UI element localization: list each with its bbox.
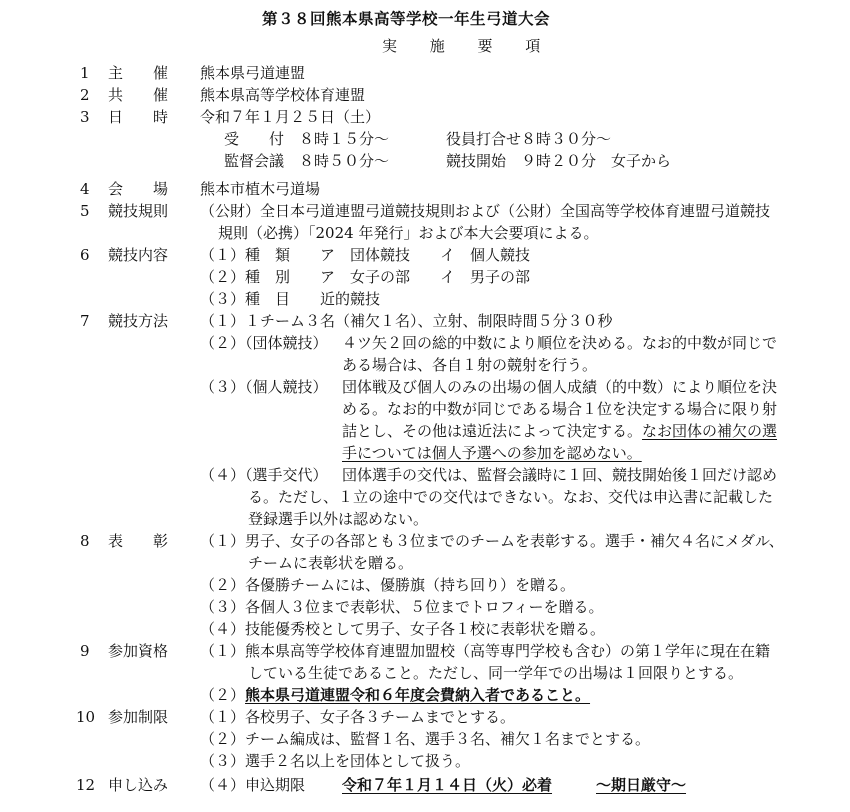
document-subtitle: 実 施 要 項 <box>382 37 555 55</box>
section-10-label: 参加制限 <box>108 708 169 726</box>
eligibility-item-2-number: （２） <box>200 686 246 704</box>
section-7-number: 7 <box>80 312 90 330</box>
deadline-strict-note: 〜期日厳守〜 <box>596 776 687 794</box>
method-item-2-heading: （２）（団体競技） <box>200 334 328 352</box>
event-date: 令和７年１月２５日（土） <box>200 108 381 126</box>
award-item-3: （３）各個人３位まで表彰状、５位までトロフィーを贈る。 <box>200 598 604 616</box>
section-12-label: 申し込み <box>108 776 169 794</box>
section-1-label: 主 催 <box>108 64 169 82</box>
section-6-label: 競技内容 <box>108 246 169 264</box>
section-1-organizer: 熊本県弓道連盟 <box>200 64 306 82</box>
method-item-4-heading: （４）（選手交代） <box>200 466 328 484</box>
venue: 熊本市植木弓道場 <box>200 180 321 198</box>
method-item-4-line-1: 団体選手の交代は、監督会議時に１回、競技開始後１回だけ認め <box>342 466 778 484</box>
membership-fee-requirement: 熊本県弓道連盟令和６年度会費納入者であること。 <box>245 686 591 704</box>
application-item-4-heading: （４）申込期限 <box>200 776 306 794</box>
award-item-1: （１）男子、女子の各部とも３位までのチームを表彰する。選手・補欠４名にメダル、 <box>200 532 784 550</box>
section-4-number: 4 <box>80 180 90 198</box>
section-12-number: 12 <box>76 776 96 794</box>
award-item-4: （４）技能優秀校として男子、女子各１校に表彰状を贈る。 <box>200 620 606 638</box>
award-item-1-cont: チームに表彰状を贈る。 <box>248 554 414 572</box>
managers-meeting-time: 監督会議 ８時５０分〜 <box>224 152 390 170</box>
section-1-number: 1 <box>80 64 90 82</box>
limit-item-1: （１）各校男子、女子各３チームまでとする。 <box>200 708 516 726</box>
section-9-label: 参加資格 <box>108 642 169 660</box>
reserve-player-note-end: 手については個人予選への参加を認めない。 <box>342 444 642 462</box>
method-item-4-line-3: 登録選手以外は認めない。 <box>248 510 429 528</box>
rules-line-2: 規則（必携）「2024 年発行」および本大会要項による。 <box>218 224 599 242</box>
award-item-2: （２）各優勝チームには、優勝旗（持ち回り）を贈る。 <box>200 576 576 594</box>
eligibility-item-2 <box>200 686 590 704</box>
section-8-number: 8 <box>80 532 90 550</box>
section-8-label: 表 彰 <box>108 532 169 550</box>
reserve-player-note-start: なお団体の補欠の選 <box>642 422 778 440</box>
limit-item-2: （２）チーム編成は、監督１名、選手３名、補欠１名までとする。 <box>200 730 651 748</box>
content-event: （３）種 目 近的競技 <box>200 290 381 308</box>
document-title: 第３８回熊本県高等学校一年生弓道大会 <box>262 9 551 28</box>
limit-item-3: （３）選手２名以上を団体として扱う。 <box>200 752 471 770</box>
rules-line-1: （公財）全日本弓道連盟弓道競技規則および（公財）全国高等学校体育連盟弓道競技 <box>200 202 771 220</box>
section-3-number: 3 <box>80 108 90 126</box>
section-10-number: 10 <box>76 708 96 726</box>
section-7-label: 競技方法 <box>108 312 169 330</box>
section-6-number: 6 <box>80 246 90 264</box>
method-item-4-line-2: る。ただし、１立の途中での交代はできない。なお、交代は申込書に記載した <box>248 488 774 506</box>
officials-meeting-time: 役員打合せ８時３０分〜 <box>446 130 612 148</box>
method-item-3-line-2: める。なお的中数が同じである場合１位を決定する場合に限り射 <box>342 400 778 418</box>
method-item-2-line-2: ある場合は、各自１射の競射を行う。 <box>342 356 598 374</box>
competition-start-time: 競技開始 ９時２０分 女子から <box>446 152 672 170</box>
section-9-number: 9 <box>80 642 90 660</box>
content-type: （１）種 類 ア 団体競技 イ 個人競技 <box>200 246 531 264</box>
section-2-number: 2 <box>80 86 90 104</box>
method-item-3-line-3-text: 詰とし、その他は遠近法によって決定する。 <box>342 422 643 440</box>
eligibility-item-1-cont: している生徒であること。ただし、同一学年での出場は１回限りとする。 <box>248 664 744 682</box>
section-2-co-organizer: 熊本県高等学校体育連盟 <box>200 86 366 104</box>
section-5-number: 5 <box>80 202 90 220</box>
eligibility-item-1: （１）熊本県高等学校体育連盟加盟校（高等専門学校も含む）の第１学年に現在在籍 <box>200 642 771 660</box>
method-item-3-line-3 <box>342 422 777 440</box>
section-4-label: 会 場 <box>108 180 169 198</box>
method-item-1: （１）１チーム３名（補欠１名）、立射、制限時間５分３０秒 <box>200 312 613 330</box>
reception-time: 受 付 ８時１５分〜 <box>224 130 390 148</box>
content-category: （２）種 別 ア 女子の部 イ 男子の部 <box>200 268 531 286</box>
method-item-2-line-1: ４ツ矢２回の総的中数により順位を決める。なお的中数が同じで <box>342 334 778 352</box>
application-deadline: 令和７年１月１４日（火）必着 <box>342 776 553 794</box>
section-2-label: 共 催 <box>108 86 169 104</box>
section-5-label: 競技規則 <box>108 202 169 220</box>
method-item-3-line-1: 団体戦及び個人のみの出場の個人成績（的中数）により順位を決 <box>342 378 778 396</box>
section-3-label: 日 時 <box>108 108 169 126</box>
method-item-3-heading: （３）（個人競技） <box>200 378 328 396</box>
